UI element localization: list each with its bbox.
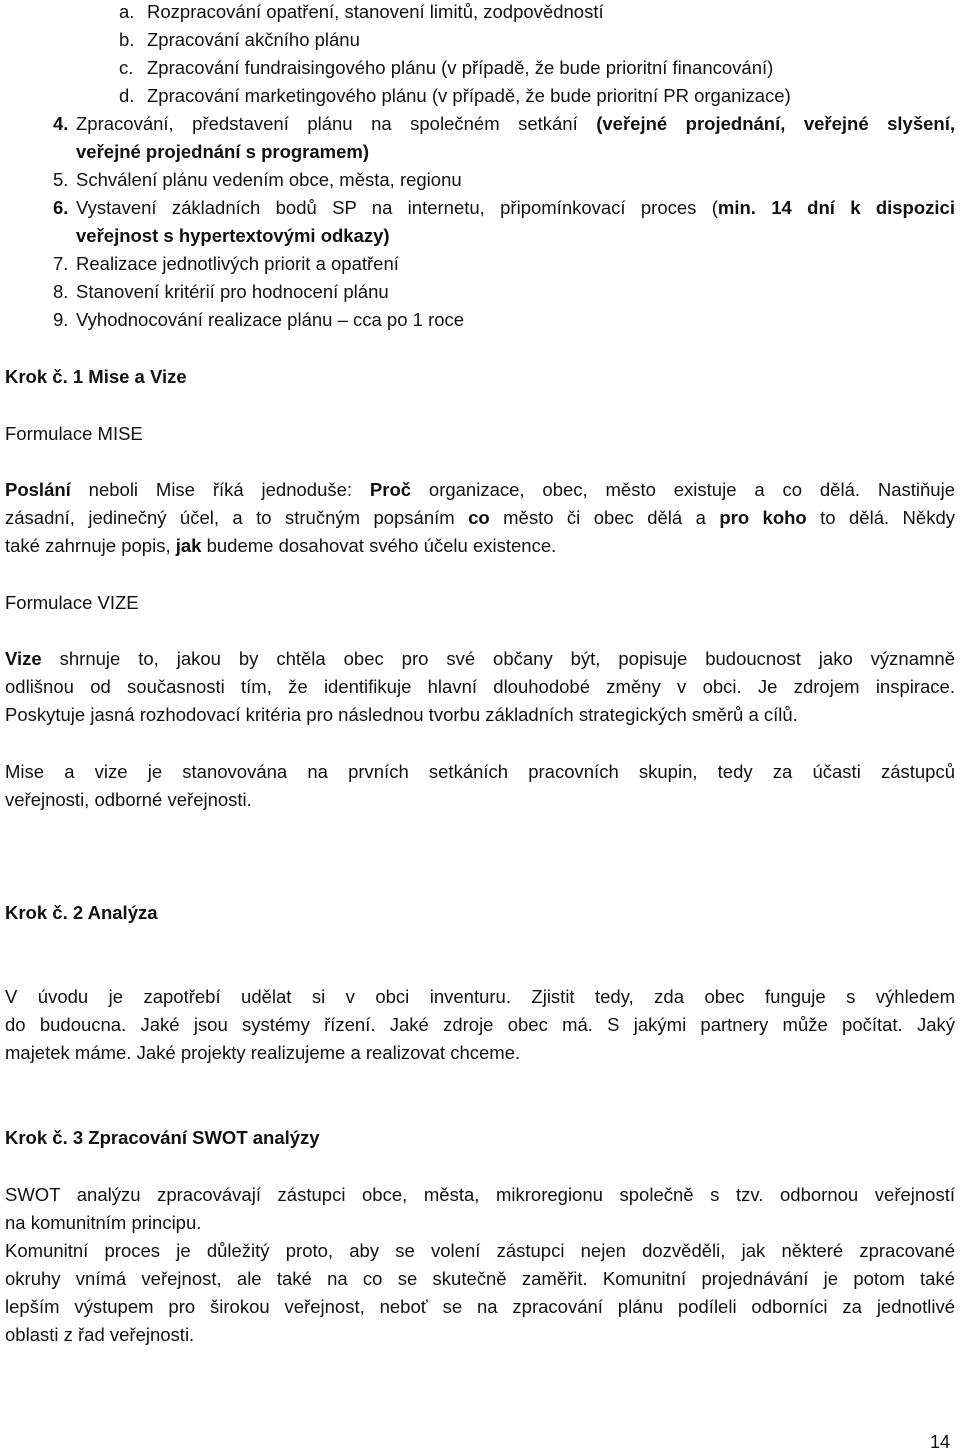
mise-paragraph: Poslání neboli Mise říká jednoduše: Proč organizace, obec, město existuje a co dělá. Nastiňuje zásadní, jedinečný účel, a to stručným popsáním co město či obec dělá a pro koho to dělá. Někdy také zahrnuje popis, jak budeme dosahovat svého účelu existence.: [5, 479, 955, 556]
list-item-9: 9. Vyhodnocování realizace plánu – cca po 1 roce: [53, 309, 465, 330]
step1-heading: Krok č. 1 Mise a Vize: [5, 366, 187, 387]
list-item-6: 6. Vystavení základních bodů SP na internetu, připomínkovací proces (min. 14 dní k dispozici veřejnost s hypertextovými odkazy): [53, 197, 955, 246]
step2-heading: Krok č. 2 Analýza: [5, 902, 158, 923]
sub-list-item-c: c. Zpracování fundraisingového plánu (v případě, že bude prioritní financování): [119, 57, 774, 78]
list-item-4: 4. Zpracování, představení plánu na společném setkání (veřejné projednání, veřejné slyšení, veřejné projednání s programem): [53, 113, 955, 162]
sub-list-item-b: b. Zpracování akčního plánu: [119, 29, 360, 50]
swot-paragraph-1: SWOT analýzu zpracovávají zástupci obce, města, mikroregionu společně s tzv. odbornou veřejností na komunitním principu.: [5, 1184, 955, 1233]
sub-list-item-a: a. Rozpracování opatření, stanovení limitů, zodpovědností: [119, 1, 604, 22]
list-item-7: 7. Realizace jednotlivých priorit a opatření: [53, 253, 399, 274]
page-number: 14: [929, 1432, 950, 1452]
list-item-5: 5. Schválení plánu vedením obce, města, regionu: [53, 169, 462, 190]
swot-paragraph-2: Komunitní proces je důležitý proto, aby se volení zástupci nejen dozvěděli, jak některé zpracované okruhy vnímá veřejnost, ale také na co se skutečně zaměřit. Komunitní projednávání je potom také lepším výstupem pro širokou veřejnost, neboť se na zpracování plánu podíleli odborníci za jednotlivé oblasti z řad veřejnosti.: [5, 1240, 955, 1345]
sub-list-item-d: d. Zpracování marketingového plánu (v případě, že bude prioritní PR organizace): [119, 85, 791, 106]
vize-heading: Formulace VIZE: [5, 592, 139, 613]
vize-paragraph: Vize shrnuje to, jakou by chtěla obec pro své občany být, popisuje budoucnost jako významně odlišnou od současnosti tím, že identifikuje hlavní dlouhodobé změny v obci. Je zdrojem inspirace. Poskytuje jasná rozhodovací kritéria pro následnou tvorbu základních strategických směrů a cílů.: [5, 648, 955, 725]
analysis-paragraph: V úvodu je zapotřebí udělat si v obci inventuru. Zjistit tedy, zda obec funguje s výhledem do budoucna. Jaké jsou systémy řízení. Jaké zdroje obec má. S jakými partnery může počítat. Jaký majetek máme. Jaké projekty realizujeme a realizovat chceme.: [5, 986, 955, 1063]
mise-heading: Formulace MISE: [5, 423, 143, 444]
mise-vize-paragraph: Mise a vize je stanovována na prvních setkáních pracovních skupin, tedy za účasti zástupců veřejnosti, odborné veřejnosti.: [5, 761, 955, 810]
list-item-8: 8. Stanovení kritérií pro hodnocení plánu: [53, 281, 389, 302]
step3-heading: Krok č. 3 Zpracování SWOT analýzy: [5, 1127, 320, 1148]
